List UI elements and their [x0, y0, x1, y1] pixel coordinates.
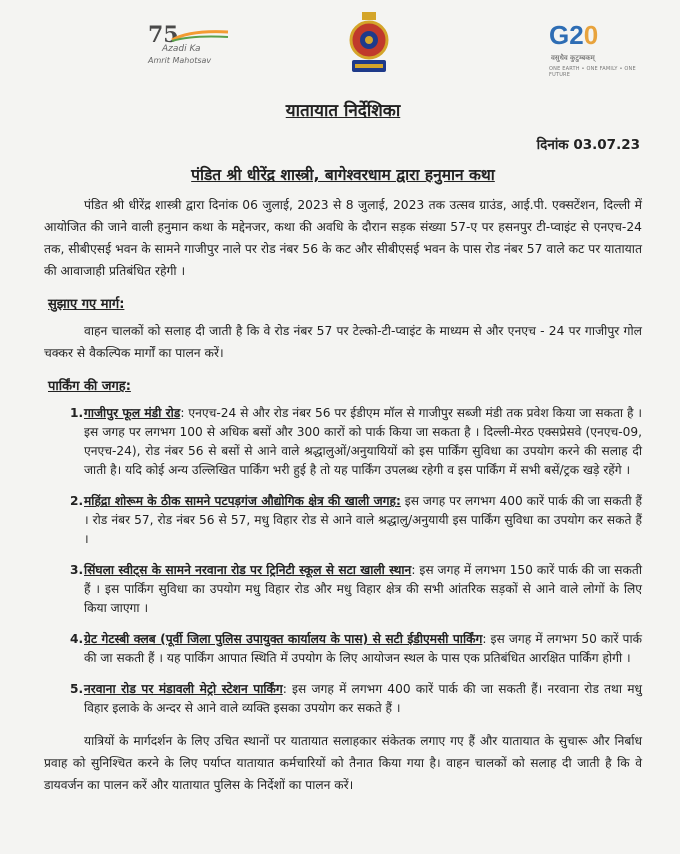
- advisory-subject: पंडित श्री धीरेंद्र शास्त्री, बागेश्वरधाम द्वारा हनुमान कथा: [191, 166, 495, 184]
- parking-list: [70, 404, 643, 718]
- list-item: 1. गाजीपुर फूल मंडी रोड: एनएच-24 से और रोड नंबर 56 पर ईडीएम मॉल से गाजीपुर सब्जी मंडी तक प्रवेश किया जा सकता है । इस जगह पर लगभग 100 से अधिक बसों और 300 कारों को पार्क किया जा सकता है । दिल्ली-मेरठ एक्सप्रेसवे (एनएच-09, एनएच-24), रोड नंबर 56 से बसों से आने वाले श्रद्धालुओं/अनुयायियों को इस पार्किंग सुविधा का उपयोग करने की सलाह दी जाती है। यदि कोई अन्य उल्लिखित पार्किंग भरी हुई है तो यह पार्किंग उपलब्ध रहेगी व इस पार्किंग में सभी बसें/ट्रक खड़े रहेंगे ।: [70, 406, 643, 477]
- list-item: 4. ग्रेट गेटस्बी क्लब (पूर्वी जिला पुलिस उपायुक्त कार्यालय के पास) से सटी ईडीएमसी पार्किंग: इस जगह में लगभग 50 कारें पार्क की जा सकती हैं । यह पार्किंग आपात स्थिति में उपयोग के लिए आयोजन स्थल के पास एक प्रतिबंधित आरक्षित पार्किंग होगी ।: [70, 632, 642, 665]
- logo-line-2: Amrit Mahotsav: [148, 56, 212, 65]
- azadi-ka-amrit-mahotsav-logo: [148, 22, 228, 70]
- g20-logo: [549, 20, 639, 80]
- suggested-routes-text: वाहन चालकों को सलाह दी जाती है कि वे रोड नंबर 57 पर टेल्को-टी-प्वाइंट के माध्यम से और एनएच - 24 पर गाजीपुर गोल चक्कर से वैकल्पिक मार्गों का पालन करें।: [44, 324, 642, 360]
- list-item: 3. सिंघला स्वीट्स के सामने नरवाना रोड पर ट्रिनिटी स्कूल से सटा खाली स्थान: इस जगह में लगभग 150 कारें पार्क की जा सकती हैं । इस पार्किंग सुविधा का उपयोग मधु विहार रोड और मधु विहार क्षेत्र की सभी आंतरिक सड़कों से आने वाले लोगों के लिए किया जाएगा ।: [70, 563, 642, 615]
- g20-wordmark: G20: [549, 20, 599, 50]
- list-item: 5. नरवाना रोड पर मंडावली मेट्रो स्टेशन पार्किंग: इस जगह में लगभग 400 कारें पार्क की जा सकती हैं। नरवाना रोड तथा मधु विहार इलाके के अन्दर से आने वाले व्यक्ति इसका उपयोग कर सकते हैं ।: [70, 682, 642, 715]
- logo-number: 75: [148, 22, 179, 48]
- letterhead: [44, 0, 642, 92]
- parking-heading: पार्किंग की जगह:: [48, 379, 131, 394]
- advisory-date: दिनांक 03.07.23: [536, 137, 640, 153]
- list-item: 2. महिंद्रा शोरूम के ठीक सामने पटपड़गंज औद्योगिक क्षेत्र की खाली जगह: इस जगह पर लगभग 400 कारें पार्क की जा सकती हैं । रोड नंबर 57, रोड नंबर 56 से 57, मधु विहार रोड से आने वाले श्रद्धालु/अनुयायी इस पार्किंग सुविधा का उपयोग कर सकते हैं ।: [70, 494, 642, 546]
- tricolor-flame-icon: [170, 28, 230, 42]
- closing-paragraph: यात्रियों के मार्गदर्शन के लिए उचित स्थानों पर यातायात सलाहकार संकेतक लगाए गए हैं और यातायात के सुचारू और निर्बाध प्रवाह को सुनिश्चित करने के लिए पर्याप्त यातायात कर्मचारियों को तैनात किया गया है। वाहन चालकों को सलाह दी जाती है कि वे डायवर्जन का पालन करें और यातायात पुलिस के निर्देशों का पालन करें।: [44, 734, 642, 792]
- g20-tagline: वसुधैव कुटुम्बकम्: [551, 54, 595, 62]
- page-title: यातायात निर्देशिका: [285, 101, 401, 121]
- logo-line-1: Azadi Ka: [162, 44, 201, 54]
- intro-paragraph: पंडित श्री धीरेंद्र शास्त्री द्वारा दिनांक 06 जुलाई, 2023 से 8 जुलाई, 2023 तक उत्सव ग्राउंड, आई.पी. एक्सटेंशन, दिल्ली में आयोजित की जाने वाली हनुमान कथा के मद्देनजर, कथा की अवधि के दौरान सड़क संख्या 57-ए पर हसनपुर टी-प्वाइंट से एनएच-24 तक, सीबीएसई भवन के सामने गाजीपुर नाले पर रोड नंबर 56 के कट और सीबीएसई भवन के पास रोड नंबर 57 वाले कट पर यातायात की आवाजाही प्रतिबंधित रहेगी ।: [44, 198, 642, 278]
- suggested-routes-heading: सुझाए गए मार्ग:: [48, 297, 125, 312]
- delhi-police-emblem-icon: [344, 10, 394, 78]
- g20-tagline-en: ONE EARTH • ONE FAMILY • ONE FUTURE: [549, 66, 636, 78]
